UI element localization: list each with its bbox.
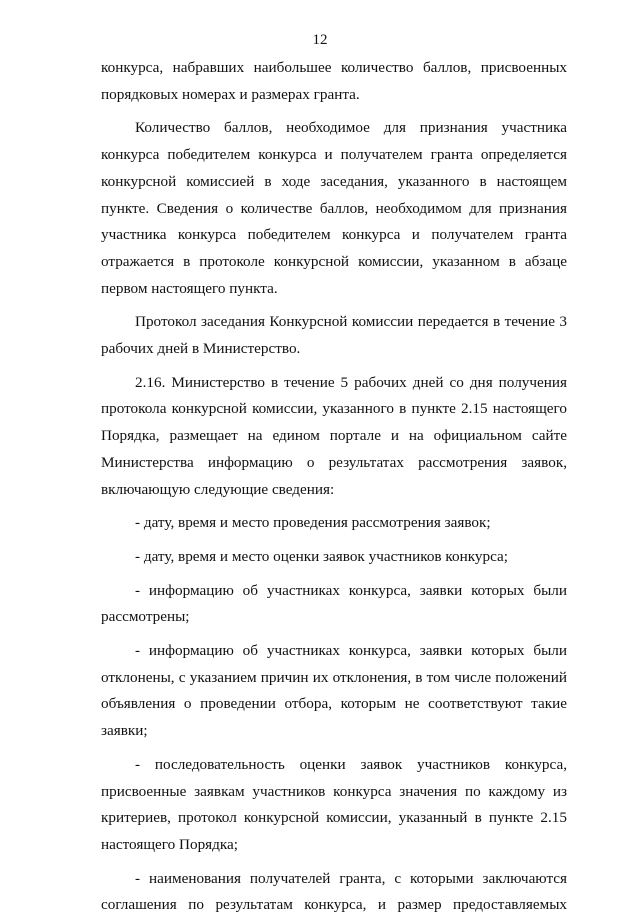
list-item-rejected-participants: - информацию об участниках конкурса, заявки которых были отклонены, с указанием причин их отклонения, в том числе положений объявления о проведении отбора, которым не соответствуют такие заявки; — [101, 642, 567, 740]
page-number: 12 — [312, 32, 328, 48]
list-item-review-date: - дату, время и место проведения рассмотрения заявок; — [135, 514, 491, 532]
list-item-evaluation-date: - дату, время и место оценки заявок участников конкурса; — [135, 547, 508, 565]
document-body — [101, 55, 567, 919]
paragraph-2-16: 2.16. Министерство в течение 5 рабочих дней со дня получения протокола конкурсной комиссии, указанного в пункте 2.15 настоящего Порядка, размещает на едином портале и на официальном сайте Министерства информацию о результатах рассмотрения заявок, включающую следующие сведения: — [101, 373, 567, 498]
paragraph-points-threshold: Количество баллов, необходимое для признания участника конкурса победителем конкурса и получателем гранта определяется конкурсной комиссией в ходе заседания, указанного в настоящем пункте. Сведения о количестве баллов, необходимом для признания участника конкурса победителем конкурса и получателем гранта отражается в протоколе конкурсной комиссии, указанном в абзаце первом настоящего пункта. — [101, 119, 567, 297]
list-item-grant-recipients: - наименования получателей гранта, с которыми заключаются соглашения по результатам конкурса, и размер предоставляемых — [101, 869, 567, 914]
paragraph-protocol-transfer: Протокол заседания Конкурсной комиссии передается в течение 3 рабочих дней в Министерство. — [101, 313, 567, 358]
paragraph-continuation: конкурса, набравших наибольшее количество баллов, присвоенных порядковых номерах и размерах гранта. — [101, 59, 567, 103]
list-item-reviewed-participants: - информацию об участниках конкурса, заявки которых были рассмотрены; — [101, 581, 567, 626]
list-item-evaluation-sequence: - последовательность оценки заявок участников конкурса, присвоенные заявкам участников конкурса значения по каждому из критериев, протокол конкурсной комиссии, указанный в пункте 2.15 настоящего Порядка; — [101, 755, 567, 853]
